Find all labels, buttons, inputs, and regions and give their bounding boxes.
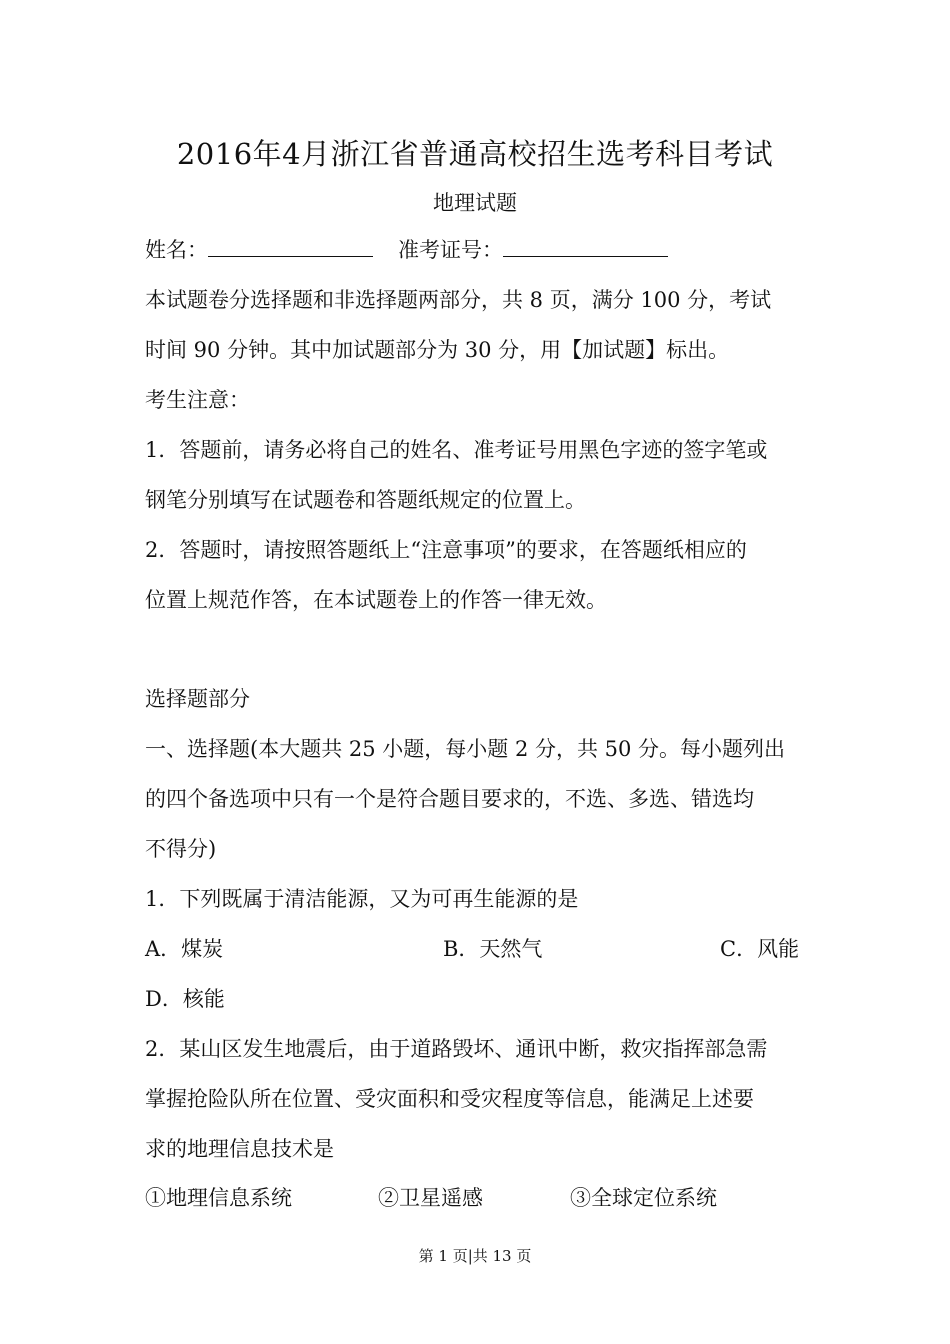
section-instructions: 一、选择题(本大题共 25 小题，每小题 2 分，共 50 分。每小题列出	[145, 737, 786, 761]
question-1-option-d: D．核能	[145, 987, 225, 1011]
note-item-1-cont: 钢笔分别填写在试题卷和答题纸规定的位置上。	[145, 488, 586, 512]
question-2-item-1: ①地理信息系统	[145, 1186, 292, 1210]
note-item-2-cont: 位置上规范作答，在本试题卷上的作答一律无效。	[145, 588, 607, 612]
intro-line: 时间 90 分钟。其中加试题部分为 30 分，用【加试题】标出。	[145, 338, 730, 362]
question-2-item-2: ②卫星遥感	[378, 1186, 483, 1210]
question-1-option-c: C．风能	[720, 937, 800, 961]
question-1-option-a: A．煤炭	[145, 937, 224, 961]
notes-heading: 考生注意：	[145, 388, 250, 412]
page-footer: 第 1 页|共 13 页	[418, 1247, 532, 1265]
section-instructions-cont: 不得分)	[145, 837, 217, 861]
intro-line: 本试题卷分选择题和非选择题两部分，共 8 页，满分 100 分，考试	[145, 288, 772, 312]
question-2-item-3: ③全球定位系统	[570, 1186, 717, 1210]
candidate-fields	[145, 236, 810, 264]
note-item-2: 2．答题时，请按照答题纸上“注意事项”的要求，在答题纸相应的	[145, 538, 747, 562]
section-instructions-cont: 的四个备选项中只有一个是符合题目要求的，不选、多选、错选均	[145, 787, 754, 811]
name-label: 姓名：	[145, 238, 208, 262]
question-1-option-b: B．天然气	[443, 937, 543, 961]
section-heading: 选择题部分	[145, 687, 250, 711]
question-2-stem: 2．某山区发生地震后，由于道路毁坏、通讯中断，救灾指挥部急需	[145, 1037, 768, 1061]
exam-id-label: 准考证号：	[398, 238, 503, 262]
question-2-stem-cont: 求的地理信息技术是	[145, 1137, 334, 1161]
exam-subtitle: 地理试题	[433, 191, 517, 215]
exam-id-blank	[503, 236, 668, 257]
name-blank	[208, 236, 373, 257]
exam-title: 2016年4月浙江省普通高校招生选考科目考试	[176, 137, 774, 171]
note-item-1: 1．答题前，请务必将自己的姓名、准考证号用黑色字迹的签字笔或	[145, 438, 768, 462]
question-1-stem: 1．下列既属于清洁能源，又为可再生能源的是	[145, 887, 579, 911]
question-2-stem-cont: 掌握抢险队所在位置、受灾面积和受灾程度等信息，能满足上述要	[145, 1087, 754, 1111]
